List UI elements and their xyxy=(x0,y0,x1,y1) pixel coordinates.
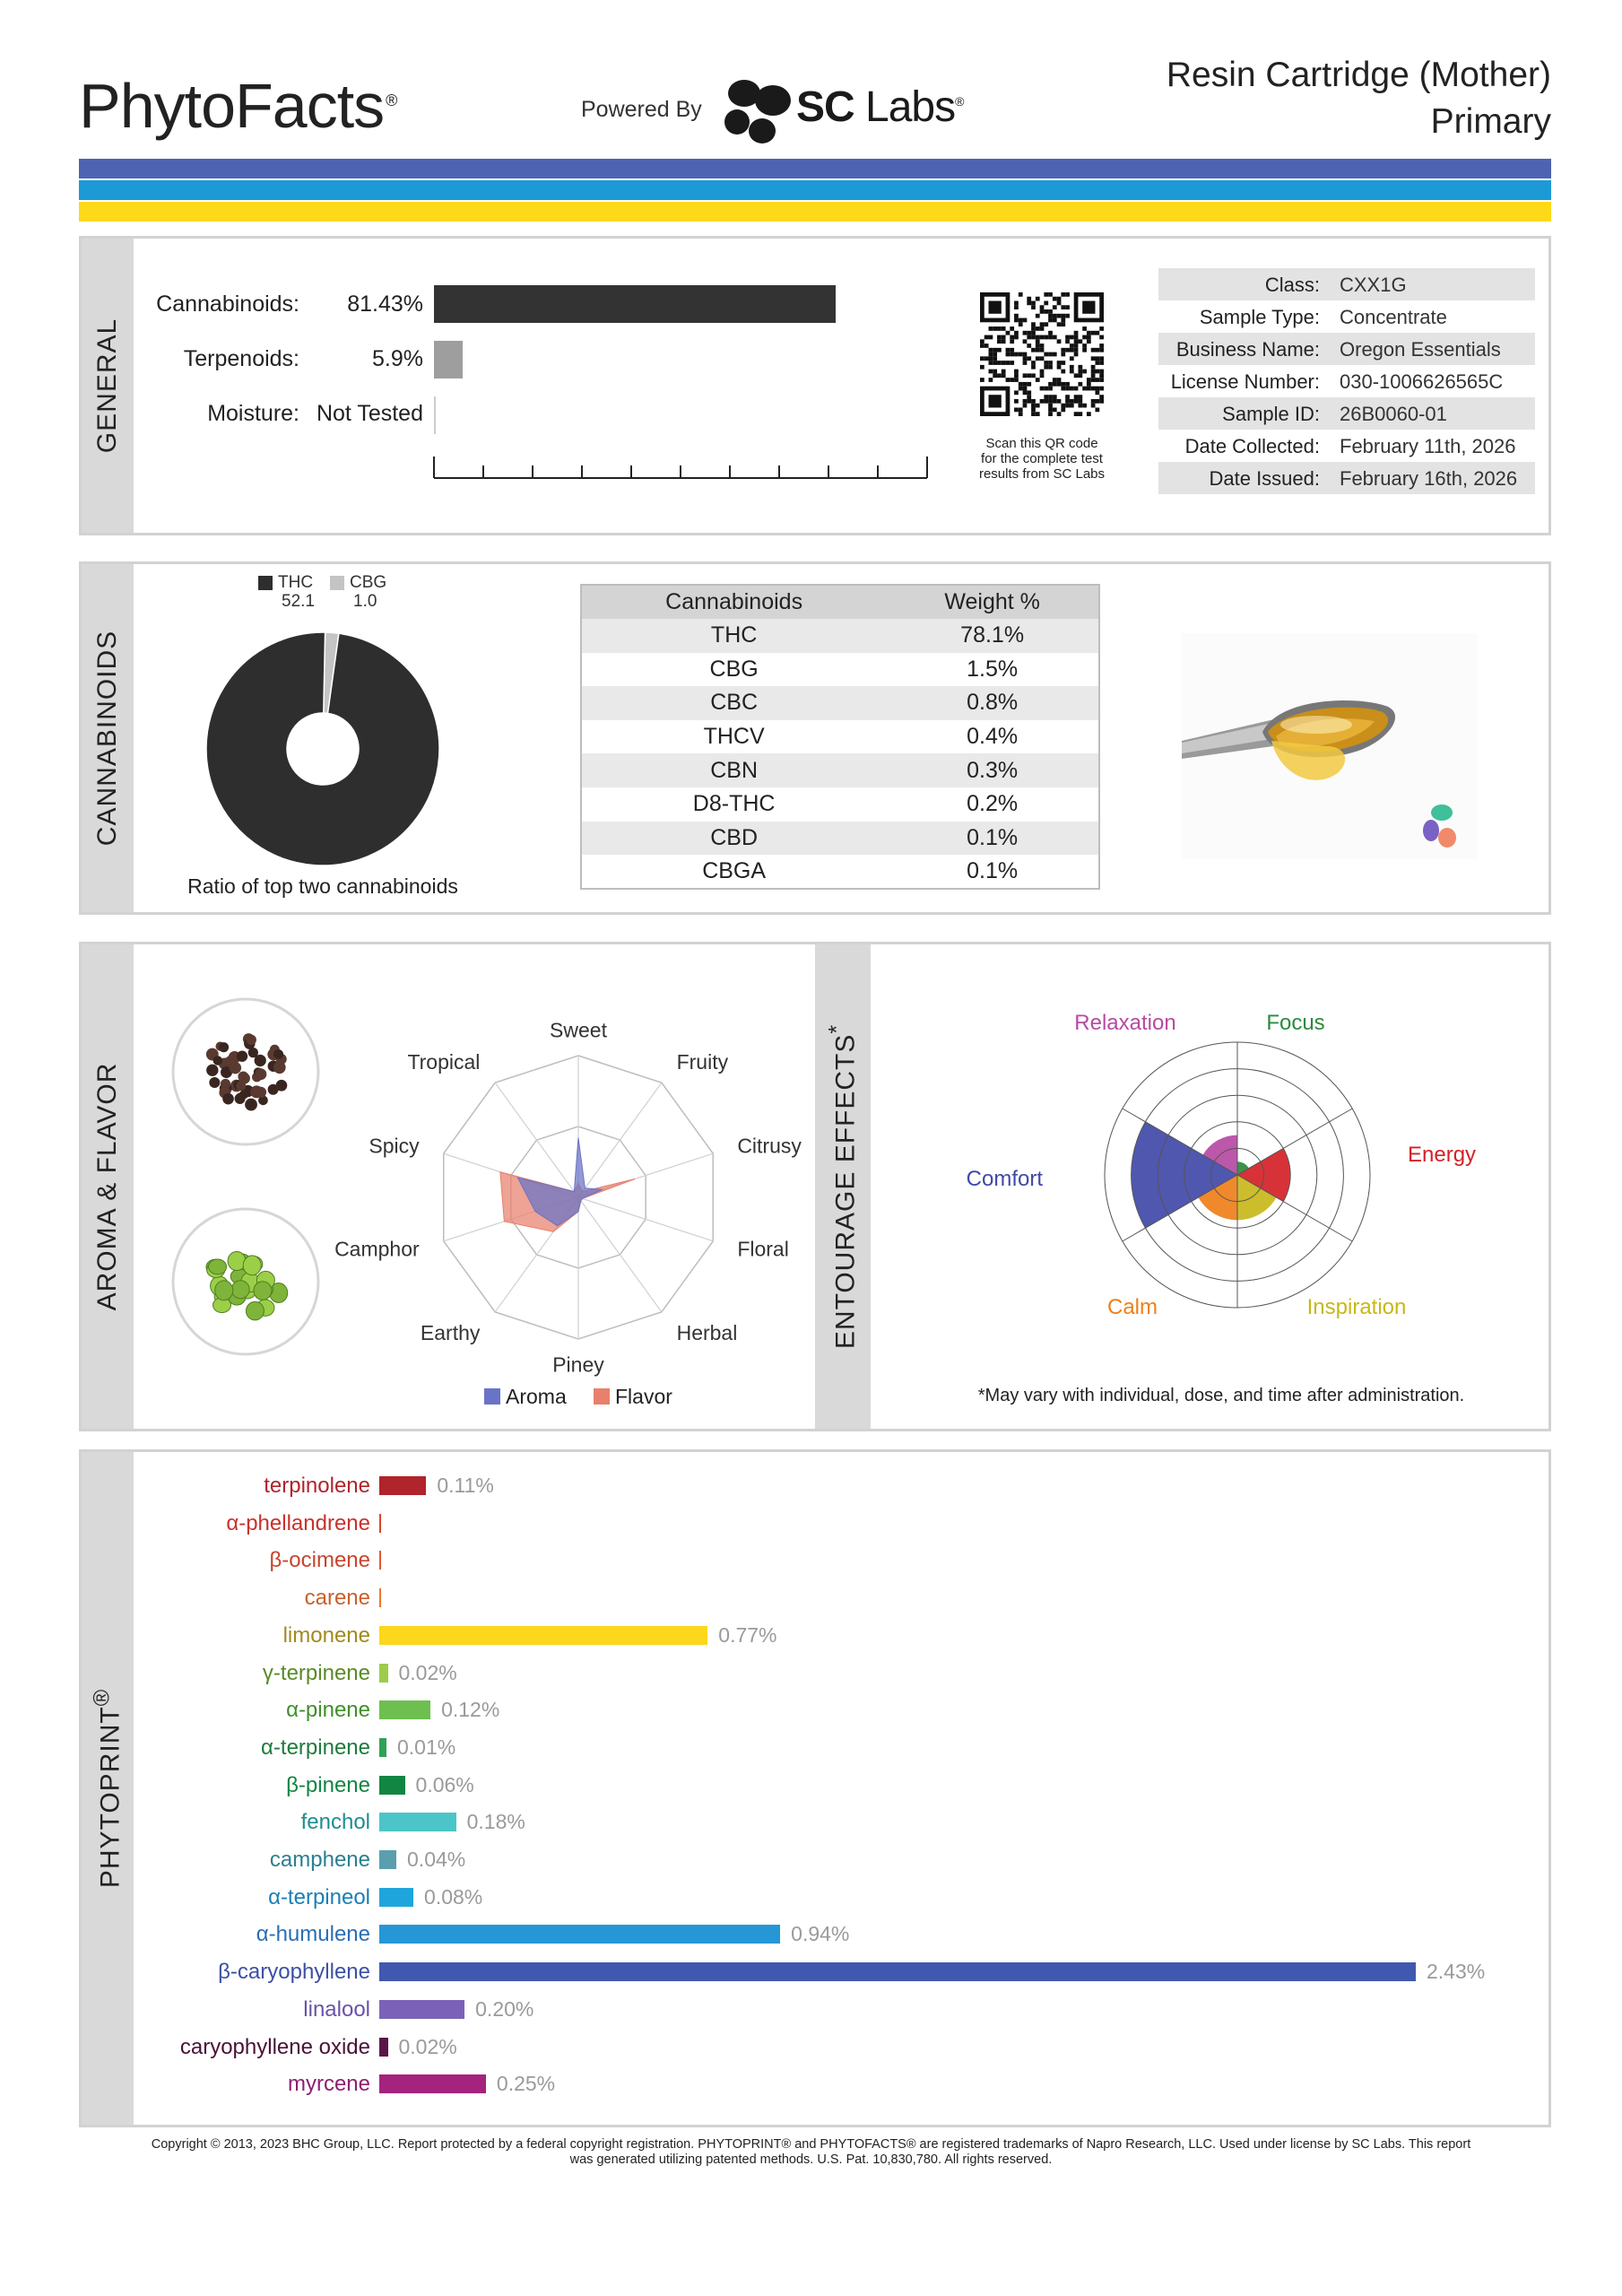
terpene-value: 0.25% xyxy=(496,2072,556,2096)
peppercorn xyxy=(250,1085,263,1098)
cannabinoid-weight: 0.3% xyxy=(886,753,1099,787)
table-row xyxy=(581,619,1099,653)
cannabinoid-table xyxy=(580,584,1100,890)
hop-cone xyxy=(231,1281,249,1299)
table-row xyxy=(581,787,1099,822)
peppercorn xyxy=(255,1055,266,1066)
terpene-value: 0.18% xyxy=(466,1810,525,1834)
legend-cbg-name: CBG xyxy=(350,573,387,592)
product-type: Primary xyxy=(1430,102,1551,141)
terpene-name: linalool xyxy=(303,1996,370,2022)
effect-label-relaxation: Relaxation xyxy=(1074,1011,1176,1035)
terpene-name: β-ocimene xyxy=(269,1548,370,1573)
peppercorn xyxy=(221,1079,230,1089)
moisture-bar xyxy=(434,396,436,434)
peppercorn xyxy=(219,1042,229,1052)
terpenoids-value: 5.9% xyxy=(372,346,423,371)
general-scale-axis xyxy=(430,453,932,483)
cannabinoid-weight: 1.5% xyxy=(967,656,1019,682)
radar-axis-label: Herbal xyxy=(676,1320,738,1344)
terpene-name: α-terpineol xyxy=(268,1884,370,1909)
entourage-section-label: ENTOURAGE EFFECTS* xyxy=(824,1023,861,1350)
legend-cbg-value: 1.0 xyxy=(353,592,377,611)
radar-axis-label: Earthy xyxy=(420,1320,481,1344)
entourage-footnote: *May vary with individual, dose, and time after administration. xyxy=(977,1386,1465,1405)
qr-code[interactable] xyxy=(980,292,1104,416)
terpene-value: 0.12% xyxy=(441,1698,500,1722)
terpene-name: β-caryophyllene xyxy=(218,1960,370,1985)
hop-cone xyxy=(246,1301,264,1320)
peppercorn xyxy=(239,1073,249,1083)
radar-axis-label: Fruity xyxy=(676,1050,729,1074)
cannabinoids-sidebar xyxy=(82,564,134,912)
table-row xyxy=(581,855,1099,889)
cannabinoid-weight: 78.1% xyxy=(886,619,1099,653)
terpenoids-label: Terpenoids: xyxy=(183,346,299,371)
terpene-value: 0.01% xyxy=(397,1735,456,1759)
legend-aroma-swatch xyxy=(484,1388,500,1405)
table-row xyxy=(581,653,1099,687)
peppercorn xyxy=(245,1099,257,1111)
terpene-name: β-pinene xyxy=(286,1772,370,1797)
peppercorn-image xyxy=(171,997,320,1146)
cannabinoid-name: D8-THC xyxy=(692,791,776,817)
cannabinoids-section-label: CANNABINOIDS xyxy=(92,630,122,847)
terpene-name: α-pinene xyxy=(286,1698,370,1723)
cannabinoid-weight: 0.1% xyxy=(886,822,1099,856)
cannabinoid-name: CBD xyxy=(581,822,886,856)
table-row xyxy=(581,753,1099,787)
info-row-sample-type: Sample Type: Concentrate xyxy=(1199,306,1447,328)
legend-cbg-swatch xyxy=(330,576,344,590)
peppercorn xyxy=(276,1080,288,1091)
cannabinoids-bar xyxy=(434,285,836,323)
table-row xyxy=(581,822,1099,856)
terpene-name: γ-terpinene xyxy=(262,1660,370,1685)
effect-label-comfort: Comfort xyxy=(966,1167,1043,1191)
cannabinoid-name: THCV xyxy=(703,724,765,750)
column-header-cannabinoids: Cannabinoids xyxy=(581,585,886,619)
effect-label-inspiration: Inspiration xyxy=(1306,1295,1407,1319)
legend-thc-name: THC xyxy=(278,573,314,592)
peppercorn xyxy=(209,1077,220,1088)
phytoprint-panel xyxy=(79,1449,1551,2127)
terpene-value: 2.43% xyxy=(1427,1960,1486,1984)
aroma-section-label: AROMA & FLAVOR xyxy=(92,1062,122,1311)
general-sidebar xyxy=(82,239,134,533)
terpene-value: 0.77% xyxy=(718,1622,777,1647)
info-row-sample-id: Sample ID: 26B0060-01 xyxy=(1158,397,1535,430)
terpene-value: 0.02% xyxy=(398,2034,457,2058)
cannabinoid-name: CBC xyxy=(581,686,886,720)
cannabinoid-name: THC xyxy=(581,619,886,653)
terpene-name: α-terpinene xyxy=(261,1735,370,1760)
effect-label-energy: Energy xyxy=(1408,1143,1477,1167)
cannabinoid-weight: 0.2% xyxy=(967,791,1019,817)
legend-aroma-label: Aroma xyxy=(506,1385,567,1408)
hop-cone xyxy=(243,1256,261,1275)
phytoprint-section-label: PHYTOPRINT® xyxy=(89,1688,126,1889)
terpene-value: 0.02% xyxy=(398,1660,457,1684)
aroma-flavor-radar-chart xyxy=(332,987,807,1377)
info-row-date-issued: Date Issued: February 16th, 2026 xyxy=(1158,462,1535,494)
cannabinoids-label: Cannabinoids: xyxy=(156,291,299,317)
legend-flavor-swatch xyxy=(594,1388,610,1405)
peppercorn xyxy=(237,1051,247,1062)
info-row-class: Class: CXX1G xyxy=(1158,268,1535,300)
radar-axis-label: Piney xyxy=(552,1352,604,1377)
moisture-value: Not Tested xyxy=(316,401,423,426)
terpene-name: carene xyxy=(304,1586,370,1611)
table-row xyxy=(581,720,1099,754)
cannabinoid-weight: 0.4% xyxy=(967,724,1019,750)
terpene-value: 0.20% xyxy=(475,1996,534,2021)
info-row-business-name: Business Name: Oregon Essentials xyxy=(1158,333,1535,365)
radar-spoke xyxy=(578,1197,662,1312)
sc-labs-wordmark: SC Labs® xyxy=(796,83,964,131)
entourage-effects-chart xyxy=(968,1000,1506,1341)
cannabinoid-name: CBN xyxy=(581,753,886,787)
peppercorn xyxy=(213,1056,223,1065)
aroma-sidebar xyxy=(82,944,134,1429)
terpenoids-bar xyxy=(434,341,463,378)
sc-labs-logo-icon xyxy=(717,77,798,145)
stripe-yellow xyxy=(79,202,1551,222)
copyright-footer: Copyright © 2013, 2023 BHC Group, LLC. Report protected by a federal copyright registration. PHYTOPRINT® and PHYTOFACTS® are registered trademarks of Napro Research, LLC. Used under license by SC Labs. This report was generated utilizing patented methods. U.S. Pat. 10,830,780. All rights reserved. xyxy=(151,2137,1471,2167)
qr-caption: Scan this QR code for the complete test results from SC Labs xyxy=(978,436,1106,482)
brand-logo: PhytoFacts ® xyxy=(79,71,397,141)
terpene-name: fenchol xyxy=(300,1810,370,1835)
column-header-weight: Weight % xyxy=(886,585,1099,619)
radar-axis-label: Camphor xyxy=(334,1237,420,1261)
product-photo xyxy=(1182,633,1478,859)
moisture-label: Moisture: xyxy=(207,401,299,426)
radar-spoke xyxy=(578,1083,662,1197)
hop-cone xyxy=(254,1282,272,1300)
effect-label-focus: Focus xyxy=(1266,1011,1325,1035)
terpene-name: α-humulene xyxy=(256,1922,370,1947)
cannabinoid-name: CBGA xyxy=(702,857,767,883)
phytoprint-sidebar xyxy=(82,1452,134,2125)
radar-axis-label: Spicy xyxy=(369,1134,420,1158)
terpene-name: limonene xyxy=(282,1622,370,1648)
effect-spoke xyxy=(1237,1109,1352,1175)
terpene-name: α-phellandrene xyxy=(226,1510,370,1535)
terpene-name: caryophyllene oxide xyxy=(179,2034,370,2059)
cannabinoid-name: CBG xyxy=(709,656,759,682)
cannabinoid-weight: 0.1% xyxy=(967,857,1019,883)
terpene-name: myrcene xyxy=(287,2072,370,2097)
general-section-label: GENERAL xyxy=(92,317,122,454)
hops-image xyxy=(171,1207,320,1356)
hop-cone xyxy=(215,1281,233,1300)
radar-axis-label: Sweet xyxy=(550,1018,607,1042)
legend-flavor-label: Flavor xyxy=(615,1385,672,1408)
info-row-date-collected: Date Collected: February 11th, 2026 xyxy=(1184,435,1516,457)
product-name: Resin Cartridge (Mother) xyxy=(1166,56,1551,94)
info-row-license-number: License Number: 030-1006626565C xyxy=(1170,370,1504,393)
peppercorn xyxy=(222,1093,234,1105)
entourage-sidebar xyxy=(815,944,871,1429)
peppercorn xyxy=(230,1062,241,1074)
radar-axis-label: Citrusy xyxy=(737,1134,802,1158)
donut-slice-thc xyxy=(206,632,439,865)
legend-thc-value: 52.1 xyxy=(282,592,315,611)
cannabinoid-weight: 0.8% xyxy=(886,686,1099,720)
terpene-value: 0.04% xyxy=(407,1848,466,1871)
peppercorn xyxy=(273,1049,283,1059)
peppercorn xyxy=(206,1065,218,1076)
cannabinoid-donut-chart xyxy=(202,628,444,870)
terpene-value: 0.06% xyxy=(415,1772,474,1796)
terpene-name: camphene xyxy=(269,1848,370,1872)
cannabinoids-value: 81.43% xyxy=(347,291,423,317)
legend-thc-swatch xyxy=(258,576,273,590)
terpene-value: 0.11% xyxy=(437,1474,494,1497)
effect-label-calm: Calm xyxy=(1106,1295,1158,1319)
donut-caption: Ratio of top two cannabinoids xyxy=(187,874,458,898)
radar-axis-label: Floral xyxy=(737,1237,789,1261)
table-row xyxy=(581,686,1099,720)
radar-axis-label: Tropical xyxy=(407,1050,481,1074)
terpene-value: 0.08% xyxy=(424,1884,483,1909)
peppercorn xyxy=(239,1090,248,1099)
hop-cone xyxy=(209,1259,227,1274)
stripe-blue xyxy=(79,159,1551,178)
powered-by-label: Powered By xyxy=(581,97,702,122)
terpene-name: terpinolene xyxy=(264,1474,370,1498)
terpene-value: 0.94% xyxy=(791,1922,850,1946)
stripe-cyan xyxy=(79,180,1551,200)
peppercorn xyxy=(247,1035,256,1045)
peppercorn xyxy=(273,1061,286,1074)
peppercorn xyxy=(255,1068,266,1080)
